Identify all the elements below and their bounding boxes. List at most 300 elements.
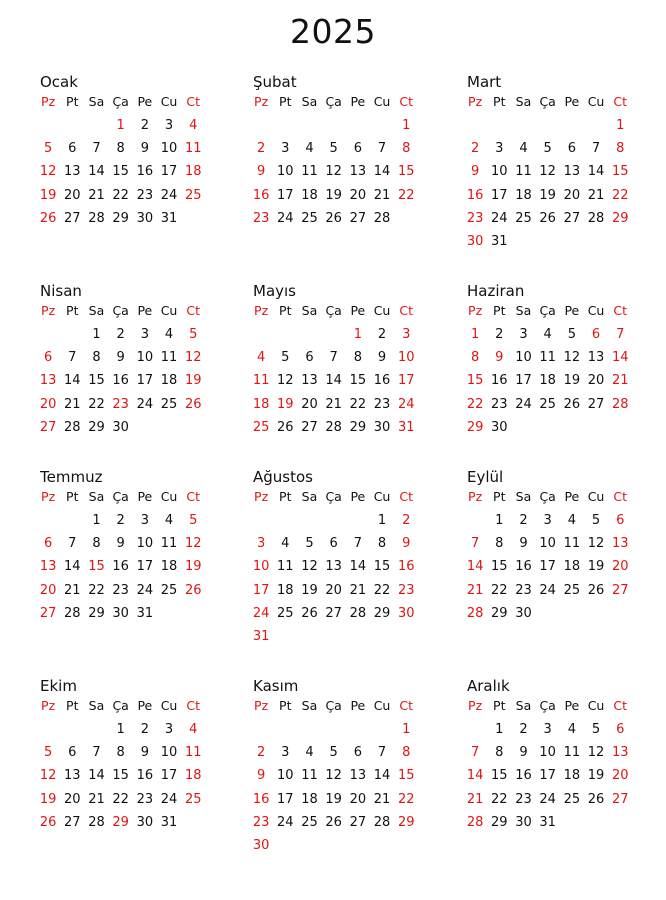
day-cell: 2: [256, 745, 266, 761]
weekday-label: Ça: [112, 489, 129, 504]
month-6: [463, 281, 653, 439]
day-cell: 3: [164, 118, 174, 133]
day-cell: 30: [136, 814, 154, 830]
day-cell: 1: [495, 722, 504, 737]
day-cell: 14: [466, 768, 484, 784]
day-cell: 2: [519, 722, 528, 737]
day-cell: 15: [112, 164, 129, 180]
day-cell: 25: [515, 210, 532, 226]
day-cell: 3: [495, 141, 504, 157]
month-name: Nisan: [40, 282, 82, 300]
weekday-label: Pe: [564, 303, 580, 318]
weekday-label: Sa: [301, 94, 318, 109]
day-cell: 11: [515, 164, 532, 180]
weekday-label: Cu: [373, 698, 391, 713]
day-cell: 11: [539, 350, 556, 366]
day-cell: 6: [567, 141, 576, 157]
weekday-label: Pe: [137, 94, 153, 109]
month-days-grid: [36, 696, 226, 834]
month-3: [463, 72, 653, 253]
day-cell: 2: [140, 722, 149, 737]
weekday-label: Cu: [373, 94, 391, 109]
month-name: Şubat: [253, 73, 297, 91]
day-cell: 14: [88, 768, 105, 784]
weekday-label: Ct: [186, 303, 201, 318]
day-cell: 25: [563, 791, 581, 807]
day-cell: 14: [373, 768, 391, 784]
month-12: [463, 676, 653, 834]
day-cell: 21: [466, 791, 484, 807]
weekday-label: Pt: [279, 698, 292, 713]
weekday-label: Pe: [137, 489, 153, 504]
day-cell: 2: [256, 141, 266, 157]
weekday-label: Ça: [325, 489, 342, 504]
weekday-label: Cu: [160, 489, 178, 504]
day-cell: 13: [349, 768, 367, 784]
day-cell: 22: [373, 582, 391, 598]
day-cell: 28: [587, 210, 605, 226]
day-cell: 5: [567, 327, 576, 342]
day-cell: 6: [43, 350, 53, 366]
day-cell: 4: [281, 536, 290, 552]
day-cell: 28: [64, 419, 81, 435]
day-cell: 3: [543, 513, 552, 528]
month-days-grid: [36, 92, 226, 230]
day-cell: 19: [39, 187, 57, 203]
day-cell: 25: [184, 791, 202, 807]
weekday-label: Cu: [160, 94, 178, 109]
day-cell: 6: [43, 536, 53, 552]
empty-cell: [536, 114, 560, 137]
day-cell: 15: [397, 164, 415, 180]
day-cell: 9: [116, 536, 125, 552]
day-cell: 13: [611, 536, 629, 552]
day-cell: 26: [39, 210, 57, 226]
empty-cell: [346, 718, 370, 741]
day-cell: 2: [495, 327, 504, 342]
weekday-label: Ct: [399, 94, 414, 109]
day-cell: 22: [397, 187, 415, 203]
month-name: Eylül: [467, 468, 504, 486]
weekday-label: Ct: [613, 698, 628, 713]
day-cell: 2: [519, 513, 528, 528]
day-cell: 14: [64, 559, 81, 575]
day-cell: 24: [539, 582, 556, 598]
day-cell: 29: [466, 419, 484, 435]
day-cell: 14: [325, 373, 342, 389]
weekday-label: Pe: [350, 303, 366, 318]
month-name: Mayıs: [253, 282, 296, 300]
month-name: Temmuz: [40, 468, 103, 486]
day-cell: 20: [611, 768, 629, 784]
day-cell: 17: [515, 373, 532, 389]
day-cell: 21: [88, 791, 105, 807]
day-cell: 24: [515, 396, 532, 412]
day-cell: 26: [301, 605, 318, 621]
day-cell: 8: [495, 745, 504, 761]
day-cell: 16: [112, 559, 129, 575]
day-cell: 12: [587, 745, 605, 761]
day-cell: 29: [491, 814, 508, 830]
day-cell: 23: [515, 582, 532, 598]
month-5: [249, 281, 439, 439]
day-cell: 25: [160, 582, 178, 598]
day-cell: 17: [277, 187, 294, 203]
month-9: [463, 467, 653, 625]
month-days-grid: [249, 301, 439, 439]
weekday-label: Pe: [350, 698, 366, 713]
day-cell: 11: [277, 559, 294, 575]
day-cell: 17: [136, 559, 154, 575]
weekday-label: Ct: [186, 94, 201, 109]
day-cell: 8: [495, 536, 504, 552]
month-days-grid: [249, 92, 439, 230]
day-cell: 30: [515, 814, 532, 830]
day-cell: 31: [397, 419, 415, 435]
weekday-label: Ça: [112, 698, 129, 713]
day-cell: 16: [397, 559, 415, 575]
day-cell: 12: [325, 164, 342, 180]
day-cell: 18: [252, 396, 270, 412]
day-cell: 16: [252, 791, 270, 807]
day-cell: 15: [466, 373, 484, 389]
day-cell: 3: [543, 722, 552, 737]
day-cell: 17: [160, 164, 178, 180]
day-cell: 28: [349, 605, 367, 621]
day-cell: 20: [64, 791, 81, 807]
empty-cell: [487, 114, 511, 137]
day-cell: 17: [277, 791, 294, 807]
day-cell: 18: [563, 768, 581, 784]
day-cell: 23: [136, 187, 154, 203]
day-cell: 13: [64, 768, 81, 784]
day-cell: 25: [539, 396, 556, 412]
day-cell: 31: [160, 210, 178, 226]
day-cell: 23: [252, 210, 270, 226]
day-cell: 13: [301, 373, 318, 389]
day-cell: 19: [539, 187, 556, 203]
weekday-label: Sa: [515, 489, 532, 504]
day-cell: 27: [611, 582, 629, 598]
day-cell: 31: [539, 814, 556, 830]
day-cell: 4: [256, 350, 266, 366]
weekday-label: Ça: [325, 94, 342, 109]
day-cell: 3: [256, 536, 266, 552]
day-cell: 15: [88, 559, 105, 575]
day-cell: 28: [373, 210, 391, 226]
day-cell: 18: [301, 187, 318, 203]
day-cell: 7: [470, 745, 480, 761]
day-cell: 21: [88, 187, 105, 203]
day-cell: 19: [587, 768, 605, 784]
day-cell: 11: [563, 536, 581, 552]
day-cell: 26: [539, 210, 556, 226]
day-cell: 19: [563, 373, 581, 389]
day-cell: 14: [373, 164, 391, 180]
day-cell: 22: [112, 187, 129, 203]
empty-cell: [463, 718, 487, 741]
day-cell: 29: [349, 419, 367, 435]
day-cell: 20: [301, 396, 318, 412]
day-cell: 11: [563, 745, 581, 761]
day-cell: 30: [136, 210, 154, 226]
day-cell: 3: [164, 722, 174, 737]
day-cell: 21: [64, 396, 81, 412]
day-cell: 4: [164, 327, 174, 342]
weekday-label: Pe: [564, 94, 580, 109]
day-cell: 14: [587, 164, 605, 180]
weekday-label: Sa: [515, 698, 532, 713]
day-cell: 16: [515, 559, 532, 575]
weekday-label: Pz: [254, 489, 269, 504]
day-cell: 27: [64, 210, 81, 226]
weekday-label: Pe: [137, 303, 153, 318]
day-cell: 21: [611, 373, 629, 389]
day-cell: 8: [616, 141, 625, 157]
day-cell: 23: [515, 791, 532, 807]
weekday-label: Pt: [66, 94, 79, 109]
empty-cell: [370, 718, 394, 741]
day-cell: 13: [64, 164, 81, 180]
day-cell: 29: [88, 605, 105, 621]
day-cell: 16: [515, 768, 532, 784]
day-cell: 1: [353, 327, 362, 342]
day-cell: 24: [160, 187, 178, 203]
month-4: [36, 281, 226, 439]
day-cell: 3: [140, 327, 149, 342]
day-cell: 24: [136, 396, 154, 412]
day-cell: 4: [567, 722, 576, 737]
day-cell: 24: [397, 396, 415, 412]
empty-cell: [84, 114, 108, 137]
day-cell: 21: [373, 791, 391, 807]
day-cell: 27: [64, 814, 81, 830]
day-cell: 11: [184, 141, 202, 157]
day-cell: 10: [539, 536, 556, 552]
empty-cell: [584, 114, 608, 137]
day-cell: 1: [616, 118, 625, 133]
day-cell: 30: [466, 233, 484, 249]
day-cell: 11: [301, 768, 318, 784]
day-cell: 5: [189, 327, 198, 342]
day-cell: 3: [402, 327, 411, 342]
day-cell: 27: [325, 605, 342, 621]
day-cell: 28: [611, 396, 629, 412]
weekday-label: Ct: [399, 489, 414, 504]
day-cell: 30: [373, 419, 391, 435]
month-name: Kasım: [253, 677, 299, 695]
day-cell: 1: [116, 722, 125, 737]
day-cell: 18: [184, 768, 202, 784]
day-cell: 29: [88, 419, 105, 435]
day-cell: 10: [539, 745, 556, 761]
day-cell: 14: [349, 559, 367, 575]
day-cell: 12: [39, 768, 57, 784]
day-cell: 5: [43, 141, 53, 157]
day-cell: 13: [325, 559, 342, 575]
day-cell: 10: [136, 350, 154, 366]
day-cell: 29: [112, 210, 129, 226]
day-cell: 22: [397, 791, 415, 807]
day-cell: 27: [563, 210, 581, 226]
weekday-label: Pt: [66, 303, 79, 318]
month-1: [36, 72, 226, 230]
day-cell: 20: [349, 187, 367, 203]
day-cell: 26: [184, 582, 202, 598]
day-cell: 24: [491, 210, 508, 226]
day-cell: 16: [136, 768, 154, 784]
month-7: [36, 467, 226, 625]
weekday-label: Pz: [468, 303, 483, 318]
day-cell: 25: [563, 582, 581, 598]
day-cell: 7: [470, 536, 480, 552]
day-cell: 1: [116, 118, 125, 133]
weekday-label: Pe: [137, 698, 153, 713]
day-cell: 25: [252, 419, 270, 435]
day-cell: 12: [587, 536, 605, 552]
weekday-label: Pe: [350, 489, 366, 504]
day-cell: 1: [470, 327, 480, 342]
day-cell: 22: [88, 396, 105, 412]
day-cell: 16: [373, 373, 391, 389]
day-cell: 3: [519, 327, 528, 342]
day-cell: 7: [353, 536, 362, 552]
day-cell: 4: [164, 513, 174, 528]
day-cell: 26: [184, 396, 202, 412]
empty-cell: [84, 718, 108, 741]
weekday-label: Sa: [301, 489, 318, 504]
day-cell: 12: [184, 350, 202, 366]
month-days-grid: [249, 696, 439, 857]
month-days-grid: [249, 487, 439, 648]
weekday-label: Pt: [493, 698, 506, 713]
day-cell: 28: [466, 605, 484, 621]
day-cell: 10: [136, 536, 154, 552]
day-cell: 6: [616, 722, 625, 737]
day-cell: 1: [495, 513, 504, 528]
day-cell: 9: [470, 164, 480, 180]
day-cell: 8: [402, 745, 411, 761]
day-cell: 27: [39, 419, 57, 435]
day-cell: 28: [88, 210, 105, 226]
day-cell: 26: [587, 582, 605, 598]
day-cell: 4: [543, 327, 552, 342]
day-cell: 3: [281, 745, 290, 761]
day-cell: 1: [402, 722, 411, 737]
day-cell: 1: [92, 327, 101, 342]
day-cell: 21: [587, 187, 605, 203]
day-cell: 24: [136, 582, 154, 598]
day-cell: 21: [466, 582, 484, 598]
month-name: Ağustos: [253, 468, 313, 486]
day-cell: 7: [68, 350, 77, 366]
day-cell: 7: [377, 745, 387, 761]
day-cell: 13: [587, 350, 605, 366]
day-cell: 25: [301, 814, 318, 830]
month-name: Aralık: [467, 677, 510, 695]
day-cell: 20: [39, 582, 57, 598]
day-cell: 29: [373, 605, 391, 621]
day-cell: 10: [277, 768, 294, 784]
day-cell: 8: [377, 536, 387, 552]
day-cell: 19: [325, 791, 342, 807]
day-cell: 16: [252, 187, 270, 203]
day-cell: 25: [277, 605, 294, 621]
day-cell: 9: [256, 768, 266, 784]
day-cell: 4: [189, 118, 198, 133]
weekday-label: Cu: [587, 698, 605, 713]
empty-cell: [463, 509, 487, 532]
empty-cell: [560, 114, 584, 137]
day-cell: 21: [64, 582, 81, 598]
weekday-label: Pe: [564, 489, 580, 504]
day-cell: 13: [563, 164, 581, 180]
day-cell: 31: [160, 814, 178, 830]
day-cell: 26: [277, 419, 294, 435]
day-cell: 1: [92, 513, 101, 528]
day-cell: 5: [329, 745, 338, 761]
weekday-label: Ct: [613, 489, 628, 504]
empty-cell: [322, 509, 346, 532]
day-cell: 6: [68, 745, 77, 761]
day-cell: 23: [112, 582, 129, 598]
day-cell: 29: [397, 814, 415, 830]
day-cell: 31: [491, 233, 508, 249]
weekday-label: Ct: [613, 303, 628, 318]
day-cell: 30: [112, 605, 129, 621]
weekday-label: Ça: [325, 698, 342, 713]
day-cell: 19: [587, 559, 605, 575]
day-cell: 27: [301, 419, 318, 435]
weekday-label: Pt: [279, 303, 292, 318]
day-cell: 5: [43, 745, 53, 761]
day-cell: 8: [116, 141, 125, 157]
day-cell: 30: [397, 605, 415, 621]
day-cell: 24: [277, 814, 294, 830]
day-cell: 17: [252, 582, 270, 598]
day-cell: 6: [616, 513, 625, 528]
weekday-label: Sa: [515, 94, 532, 109]
day-cell: 2: [470, 141, 480, 157]
day-cell: 22: [491, 582, 508, 598]
weekday-label: Cu: [587, 94, 605, 109]
day-cell: 26: [325, 210, 342, 226]
day-cell: 18: [277, 582, 294, 598]
weekday-label: Sa: [301, 303, 318, 318]
weekday-label: Pz: [41, 303, 56, 318]
day-cell: 6: [305, 350, 314, 366]
day-cell: 16: [136, 164, 154, 180]
day-cell: 1: [402, 118, 411, 133]
empty-cell: [60, 509, 84, 532]
day-cell: 5: [281, 350, 290, 366]
day-cell: 14: [88, 164, 105, 180]
weekday-label: Pt: [279, 489, 292, 504]
day-cell: 18: [160, 373, 178, 389]
empty-cell: [249, 718, 273, 741]
day-cell: 25: [184, 187, 202, 203]
weekday-label: Pz: [468, 489, 483, 504]
weekday-label: Pz: [254, 303, 269, 318]
day-cell: 8: [470, 350, 480, 366]
day-cell: 18: [160, 559, 178, 575]
day-cell: 4: [189, 722, 198, 737]
weekday-label: Ça: [539, 489, 556, 504]
day-cell: 17: [491, 187, 508, 203]
empty-cell: [297, 718, 321, 741]
day-cell: 13: [39, 373, 57, 389]
day-cell: 2: [116, 513, 125, 528]
